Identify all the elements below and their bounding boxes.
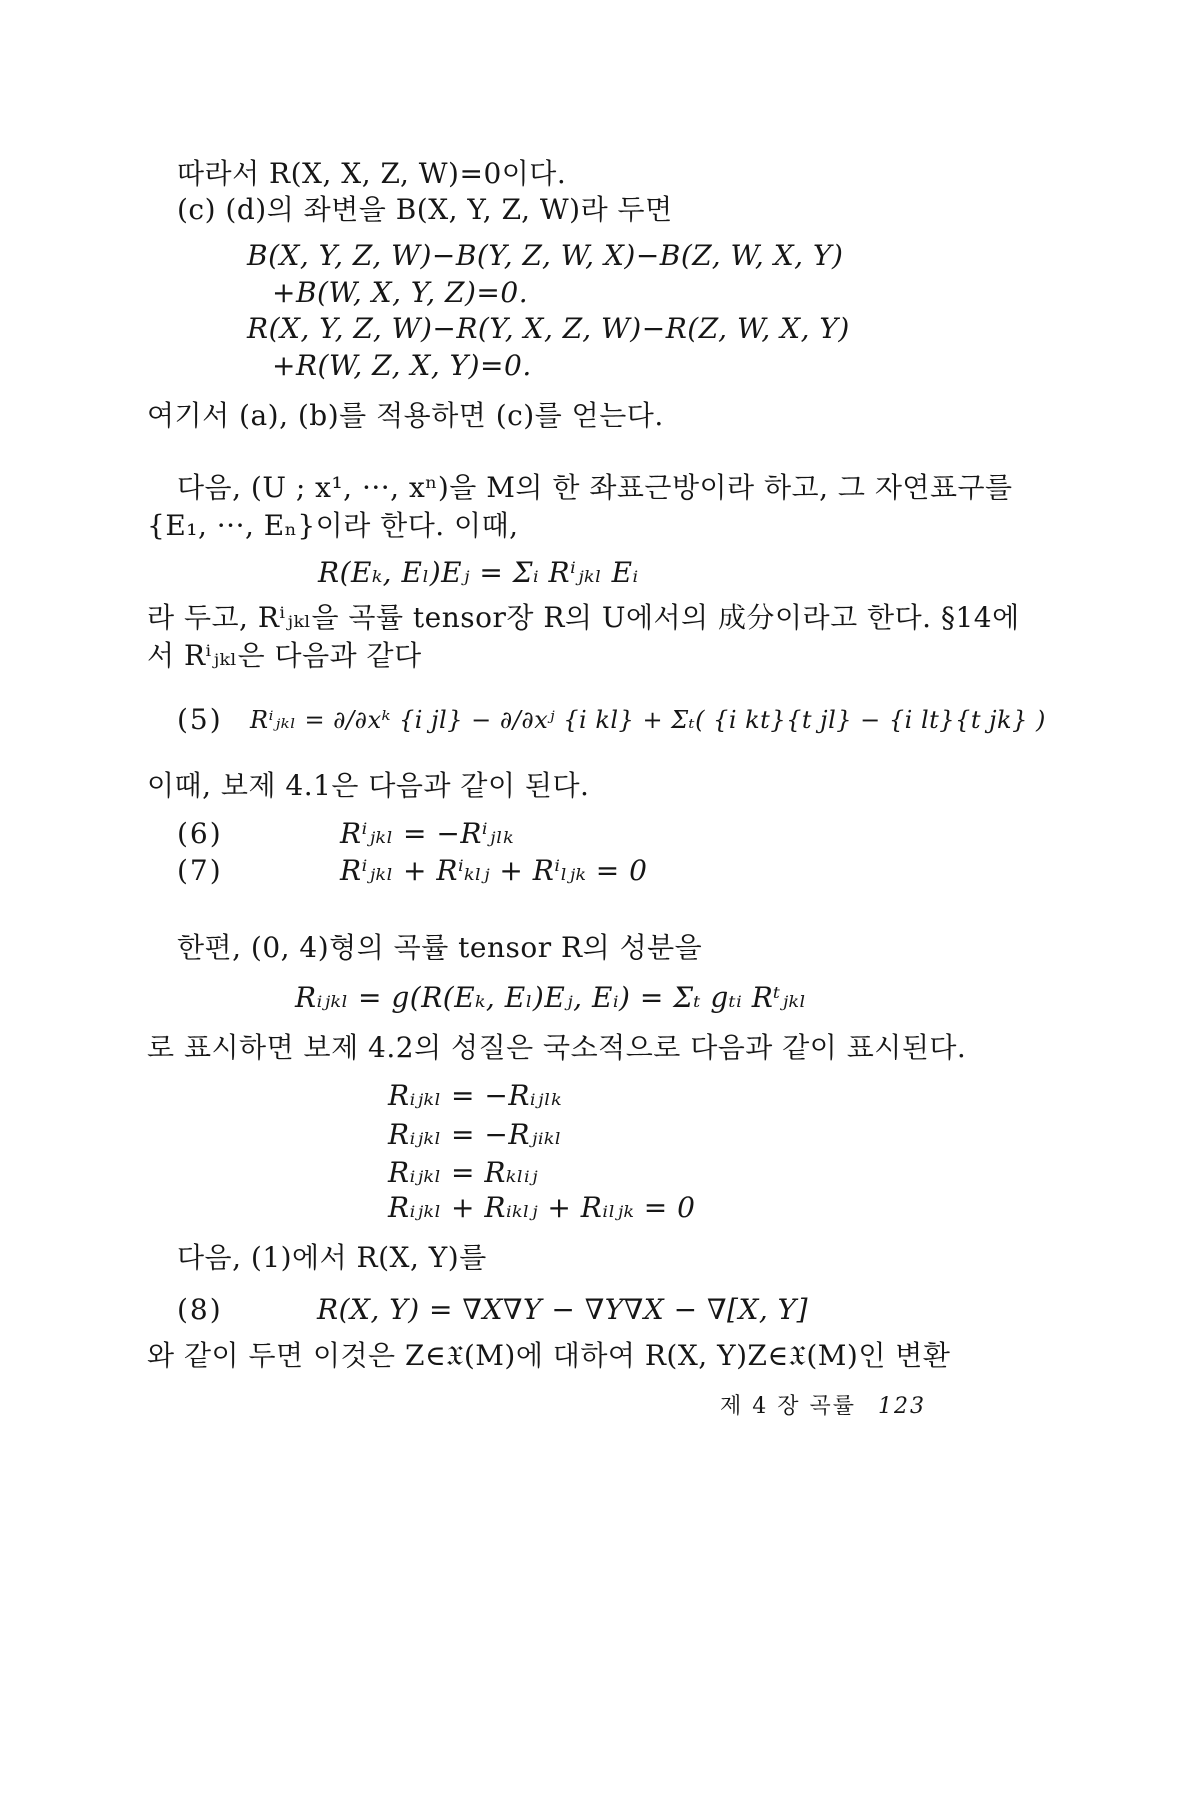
display-equation: R(Eₖ, Eₗ)Eⱼ = Σᵢ Rⁱⱼₖₗ Eᵢ bbox=[318, 556, 639, 589]
equation-number: (6) bbox=[177, 817, 223, 850]
text-line: 다음, (U ; x¹, ···, xⁿ)을 M의 한 좌표근방이라 하고, 그 자연표구를 bbox=[177, 471, 1013, 504]
text-line: 여기서 (a), (b)를 적용하면 (c)를 얻는다. bbox=[147, 399, 664, 432]
display-equation: Rᵢⱼₖₗ = Rₖₗᵢⱼ bbox=[388, 1156, 538, 1189]
equation-number: (7) bbox=[177, 854, 223, 887]
page-footer bbox=[720, 1393, 926, 1421]
text-line: (c) (d)의 좌변을 B(X, Y, Z, W)라 두면 bbox=[177, 193, 673, 226]
display-equation: +R(W, Z, X, Y)=0. bbox=[272, 349, 532, 382]
display-equation: Rⁱⱼₖₗ = −Rⁱⱼₗₖ bbox=[340, 817, 514, 850]
display-equation: Rⁱⱼₖₗ + Rⁱₖₗⱼ + Rⁱₗⱼₖ = 0 bbox=[340, 854, 648, 887]
display-equation: Rⁱⱼₖₗ = ∂/∂xᵏ {i jl} − ∂/∂xʲ {i kl} + Σₜ( {i kt}{t jl} − {i lt}{t jk} ) bbox=[250, 706, 1046, 734]
text-line: 서 Rⁱⱼₖₗ은 다음과 같다 bbox=[147, 639, 422, 672]
display-equation: B(X, Y, Z, W)−B(Y, Z, W, X)−B(Z, W, X, Y) bbox=[247, 239, 844, 272]
display-equation: Rᵢⱼₖₗ = −Rⱼᵢₖₗ bbox=[388, 1118, 562, 1151]
text-line: 와 같이 두면 이것은 Z∈𝔛(M)에 대하여 R(X, Y)Z∈𝔛(M)인 변환 bbox=[147, 1339, 951, 1372]
text-line: 라 두고, Rⁱⱼₖₗ을 곡률 tensor장 R의 U에서의 成分이라고 한다. §14에 bbox=[147, 601, 1020, 634]
display-equation: Rᵢⱼₖₗ = −Rᵢⱼₗₖ bbox=[388, 1079, 562, 1112]
display-equation: R(X, Y) = ∇X∇Y − ∇Y∇X − ∇[X, Y] bbox=[317, 1293, 809, 1326]
equation-number: (8) bbox=[177, 1293, 223, 1326]
text-line: 이때, 보제 4.1은 다음과 같이 된다. bbox=[147, 769, 590, 802]
running-head-chapter: 제 4 장 곡률 bbox=[720, 1394, 856, 1419]
display-equation: Rᵢⱼₖₗ + Rᵢₖₗⱼ + Rᵢₗⱼₖ = 0 bbox=[388, 1191, 696, 1224]
text-line: {E₁, ···, Eₙ}이라 한다. 이때, bbox=[147, 509, 519, 542]
display-equation: +B(W, X, Y, Z)=0. bbox=[272, 276, 529, 309]
display-equation: R(X, Y, Z, W)−R(Y, X, Z, W)−R(Z, W, X, Y) bbox=[247, 312, 850, 345]
display-equation: Rᵢⱼₖₗ = g(R(Eₖ, Eₗ)Eⱼ, Eᵢ) = Σₜ gₜᵢ Rᵗⱼₖₗ bbox=[295, 981, 807, 1014]
text-line: 로 표시하면 보제 4.2의 성질은 국소적으로 다음과 같이 표시된다. bbox=[147, 1031, 967, 1064]
text-line: 따라서 R(X, X, Z, W)=0이다. bbox=[177, 157, 567, 190]
equation-number: (5) bbox=[177, 703, 223, 736]
page-number: 123 bbox=[878, 1394, 926, 1419]
text-line: 다음, (1)에서 R(X, Y)를 bbox=[177, 1241, 487, 1274]
text-line: 한편, (0, 4)형의 곡률 tensor R의 성분을 bbox=[177, 931, 703, 964]
